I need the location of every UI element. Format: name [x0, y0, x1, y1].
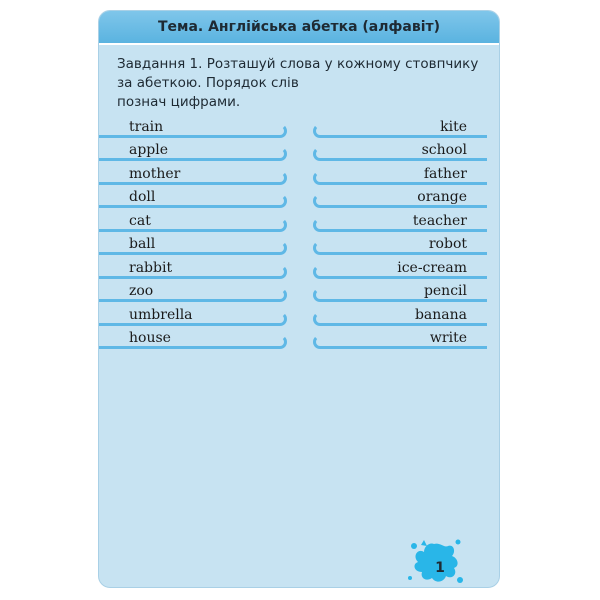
title-bar [99, 11, 499, 45]
word-row[interactable] [99, 256, 295, 280]
word-row[interactable] [99, 162, 295, 186]
word-label: zoo [129, 283, 154, 300]
word-row[interactable] [305, 139, 500, 163]
word-row[interactable] [305, 115, 500, 139]
word-label: ball [129, 236, 156, 253]
word-row[interactable] [305, 327, 500, 351]
word-row[interactable] [305, 186, 500, 210]
word-label: kite [440, 118, 467, 135]
word-row[interactable] [305, 209, 500, 233]
word-row[interactable] [99, 233, 295, 257]
word-row[interactable] [305, 162, 500, 186]
word-label: school [421, 142, 467, 159]
word-label: doll [129, 189, 156, 206]
word-label: banana [414, 306, 467, 323]
word-row[interactable] [99, 327, 295, 351]
word-row[interactable] [305, 280, 500, 304]
word-label: mother [129, 165, 181, 182]
word-row[interactable] [99, 139, 295, 163]
word-label: apple [129, 142, 169, 159]
word-label: teacher [412, 212, 467, 229]
word-label: train [129, 118, 164, 135]
right-word-column [305, 115, 500, 350]
word-row[interactable] [99, 209, 295, 233]
word-label: cat [129, 212, 151, 229]
word-label: write [429, 330, 467, 347]
task-line: за абеткою. Порядок слів [117, 75, 299, 91]
word-label: pencil [423, 283, 467, 300]
page-number: 1 [435, 560, 445, 576]
task-line: Завдання 1. Розташуй слова у кожному стовпчику [117, 56, 479, 72]
word-row[interactable] [99, 115, 295, 139]
word-label: orange [417, 189, 467, 206]
word-label: ice-cream [397, 259, 467, 276]
word-row[interactable] [305, 256, 500, 280]
word-row[interactable] [99, 303, 295, 327]
word-label: house [129, 330, 171, 347]
word-row[interactable] [305, 233, 500, 257]
word-row[interactable] [305, 303, 500, 327]
word-row[interactable] [99, 186, 295, 210]
word-label: father [423, 165, 467, 182]
word-row[interactable] [99, 280, 295, 304]
left-word-column [99, 115, 295, 350]
word-label: umbrella [129, 306, 193, 323]
word-label: robot [428, 236, 467, 253]
workbook-page [98, 10, 500, 588]
task-instructions [117, 55, 477, 112]
task-line: познач цифрами. [117, 94, 241, 110]
page-title: Тема. Англійська абетка (алфавіт) [157, 19, 441, 35]
word-label: rabbit [129, 259, 173, 276]
